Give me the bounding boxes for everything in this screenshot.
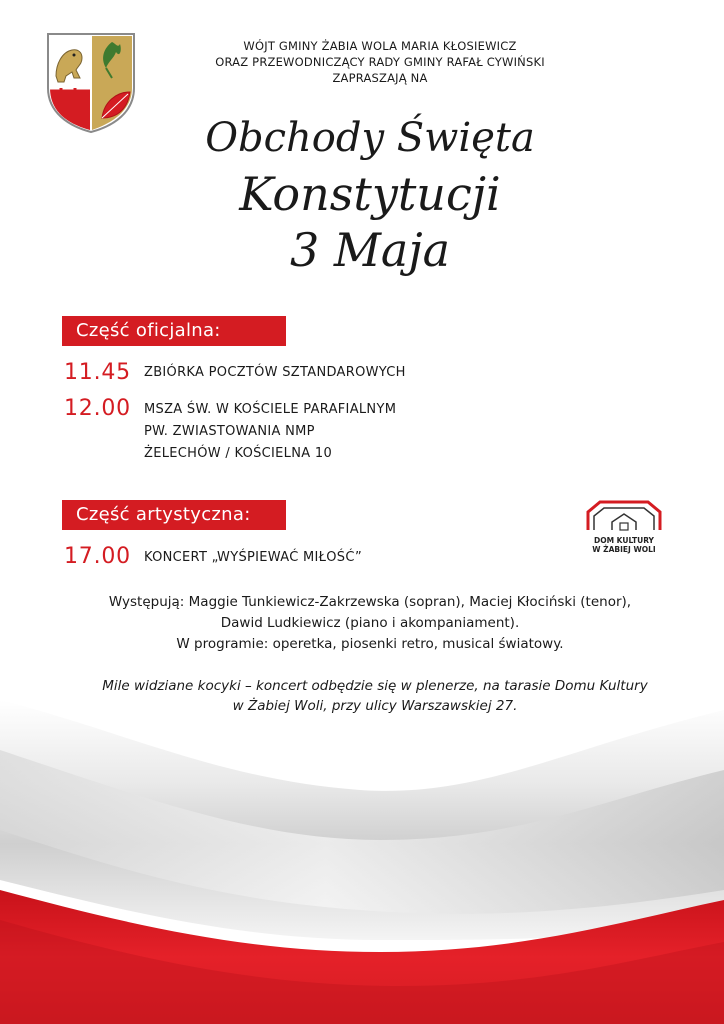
- logo-line: DOM KULTURY: [594, 536, 654, 545]
- header-line: ZAPRASZAJĄ NA: [332, 71, 428, 85]
- logo-line: W ŻABIEJ WOLI: [592, 545, 656, 554]
- official-part-heading: Część oficjalna:: [62, 316, 286, 346]
- header-line: ORAZ PRZEWODNICZĄCY RADY GMINY RAFAŁ CYWIŃSKI: [215, 55, 545, 69]
- schedule-time: 12.00: [64, 396, 131, 421]
- title-line: Konstytucji: [239, 167, 501, 221]
- performers-line: Dawid Ludkiewicz (piano i akompaniament).: [220, 615, 520, 631]
- schedule-description: [144, 362, 406, 384]
- performers-line: W programie: operetka, piosenki retro, musical światowy.: [176, 636, 564, 652]
- note-line: Mile widziane kocyki – koncert odbędzie się w plenerze, na tarasie Domu Kultury: [102, 678, 648, 694]
- schedule-line: PW. ZWIASTOWANIA NMP: [144, 424, 315, 439]
- schedule-time: 11.45: [64, 360, 131, 385]
- schedule-description: [144, 399, 396, 465]
- performers-info: [60, 592, 680, 655]
- schedule-line: KONCERT „WYŚPIEWAĆ MIŁOŚĆ”: [144, 550, 362, 565]
- title-line: 3 Maja: [289, 223, 451, 277]
- coat-of-arms-icon: [44, 30, 138, 134]
- header-line: WÓJT GMINY ŻABIA WOLA MARIA KŁOSIEWICZ: [243, 39, 517, 53]
- artistic-part-heading: Część artystyczna:: [62, 500, 286, 530]
- performers-line: Występują: Maggie Tunkiewicz-Zakrzewska (sopran), Maciej Kłociński (tenor),: [108, 594, 632, 610]
- dom-kultury-logo-text: [574, 536, 674, 554]
- schedule-line: ZBIÓRKA POCZTÓW SZTANDAROWYCH: [144, 365, 406, 380]
- schedule-line: ŻELECHÓW / KOŚCIELNA 10: [144, 446, 333, 461]
- polish-flag-wave: [0, 690, 724, 1024]
- schedule-time: 17.00: [64, 544, 131, 569]
- invitation-header: [160, 38, 600, 86]
- note-line: w Żabiej Woli, przy ulicy Warszawskiej 27.: [232, 698, 518, 714]
- event-title: [150, 110, 590, 278]
- schedule-description: [144, 547, 362, 569]
- title-line: Obchody Święta: [205, 115, 535, 161]
- schedule-line: MSZA ŚW. W KOŚCIELE PARAFIALNYM: [144, 402, 397, 417]
